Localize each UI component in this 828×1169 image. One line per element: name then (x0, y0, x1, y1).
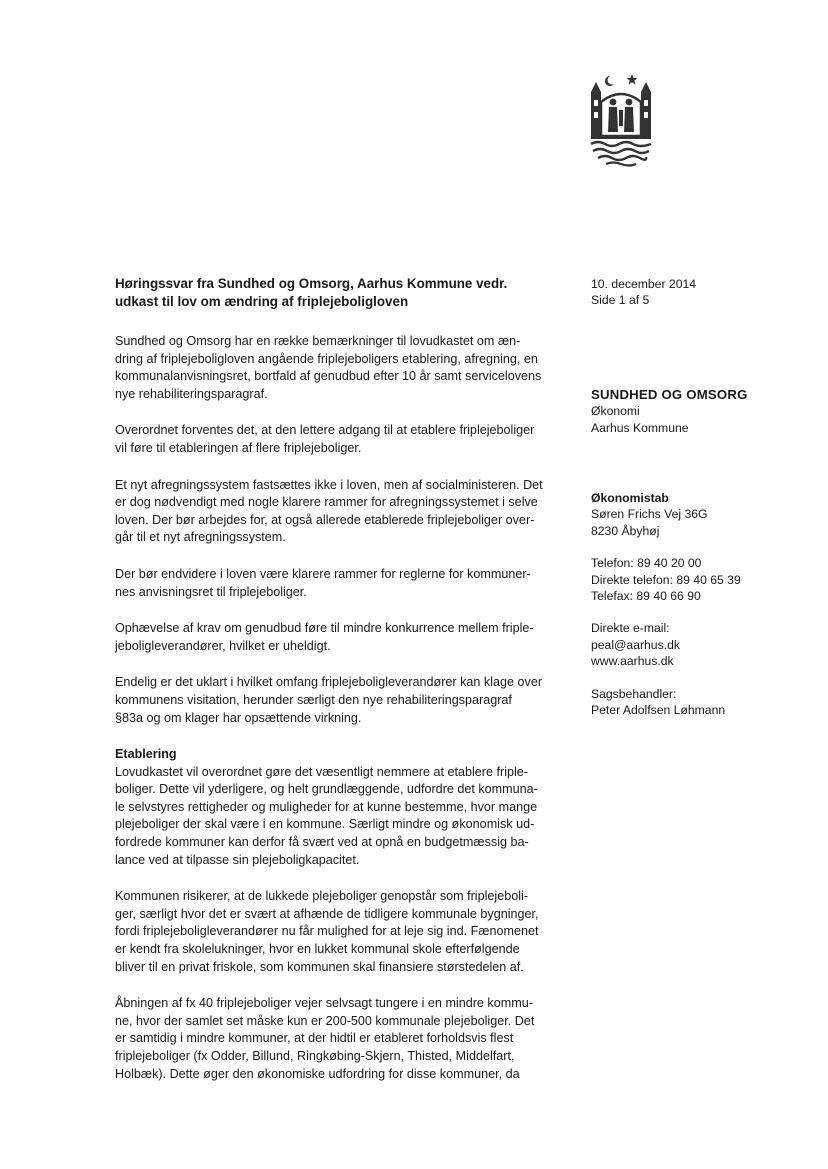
office-name: Økonomistab (591, 491, 669, 506)
date-block (591, 276, 811, 309)
paragraph: Endelig er det uklart i hvilket omfang friplejeboligleverandører kan klage over kommunens visitation, herunder særligt den nye rehabiliteringsparagraf §83a og om klager har opsættende virkning. (115, 675, 543, 725)
phone-block (591, 555, 811, 604)
paragraph: Der bør endvidere i loven være klarere rammer for reglerne for kommuner- nes anvisningsret til friplejeboliger. (115, 566, 531, 599)
email-label: Direkte e-mail: (591, 621, 670, 636)
paragraph: Et nyt afregningssystem fastsættes ikke i loven, men af socialministeren. Det er dog nødvendigt med nogle klarere rammer for afregningssystemet i selve loven. Der bør arbejdes for, at også allerede etablerede friplejeboliger over- går til et nyt afregningssystem. (115, 477, 543, 545)
unit-name: Økonomi (591, 404, 640, 419)
section-paragraph: Åbningen af fx 40 friplejeboliger vejer selvsagt tungere i en mindre kommu- ne, hvor der samlet set måske kun er 200-500 kommunale plejeboliger. Det er samtidig i mindre kommuner, at der hidtil er etableret forholdsvis flest friplejeboliger (fx Odder, Billund, Ringkøbing-Skjern, Thisted, Middelfart, Holbæk). Dette øger den økonomiske udfordring for disse kommuner, da (115, 996, 535, 1081)
letter-body (115, 275, 563, 1083)
department-name: SUNDHED OG OMSORG (591, 386, 748, 402)
sidebar (591, 276, 811, 729)
section-paragraph: Lovudkastet vil overordnet gøre det væsentligt nemmere at etablere friple- boliger. Dette vil yderligere, og helt grundlæggende, udfordre det kommuna- le selvstyres rettigheder og muligheder for at kunne bestemme, hvor mange plejeboliger der skal være i en kommune. Særligt mindre og økonomisk ud- fordrede kommuner kan derfor få svært ved at opnå en budgetmæssig ba- lance ved at tilpasse sin plejeboligkapacitet. (115, 764, 538, 867)
street-address: Søren Frichs Vej 36G (591, 507, 708, 522)
page-number: Side 1 af 5 (591, 293, 650, 308)
contact-block (591, 620, 811, 669)
section-paragraph: Kommunen risikerer, at de lukkede plejeboliger genopstår som friplejeboli- ger, særligt hvor det er svært at afhænde de tidligere kommunale bygninger, fordi friplejeboligleverandører nu får mulighed for at leje sig ind. Fænomenet er kendt fra skolelukninger, hvor en lukket kommunal skole efterfølgende bliver til en privat friskole, som kommunen skal finansiere størstedelen af. (115, 889, 539, 974)
document-title: Høringssvar fra Sundhed og Omsorg, Aarhus Kommune vedr. udkast til lov om ændring af friplejeboligloven (115, 276, 508, 309)
paragraph: Ophævelse af krav om genudbud føre til mindre konkurrence mellem friple- jeboligleverandører, hvilket er uheldigt. (115, 621, 534, 653)
municipality-name: Aarhus Kommune (591, 420, 689, 435)
department-block (591, 387, 811, 436)
paragraph: Overordnet forventes det, at den lettere adgang til at etablere friplejeboliger vil føre til etableringen af flere friplejeboliger. (115, 423, 535, 455)
address-block (591, 490, 811, 539)
letter-date: 10. december 2014 (591, 277, 697, 291)
case-officer-name: Peter Adolfsen Løhmann (591, 703, 726, 718)
case-officer-label: Sagsbehandler: (591, 686, 677, 701)
aarhus-coat-of-arms-icon (588, 72, 654, 168)
section-heading: Etablering (115, 747, 177, 762)
website-link[interactable]: www.aarhus.dk (591, 654, 674, 669)
case-officer-block (591, 686, 811, 719)
direct-phone-number: Direkte telefon: 89 40 65 39 (591, 572, 741, 587)
city-address: 8230 Åbyhøj (591, 523, 660, 538)
email-address[interactable]: peal@aarhus.dk (591, 637, 680, 652)
intro-paragraph: Sundhed og Omsorg har en række bemærkninger til lovudkastet om æn- dring af friplejeboligloven angående friplejeboligers etablering, afregning, en kommunalanvisningsret, bortfald af genudbud efter 10 år samt servicelovens nye rehabiliteringsparagraf. (115, 334, 542, 401)
fax-number: Telefax: 89 40 66 90 (591, 589, 701, 604)
phone-number: Telefon: 89 40 20 00 (591, 556, 702, 571)
